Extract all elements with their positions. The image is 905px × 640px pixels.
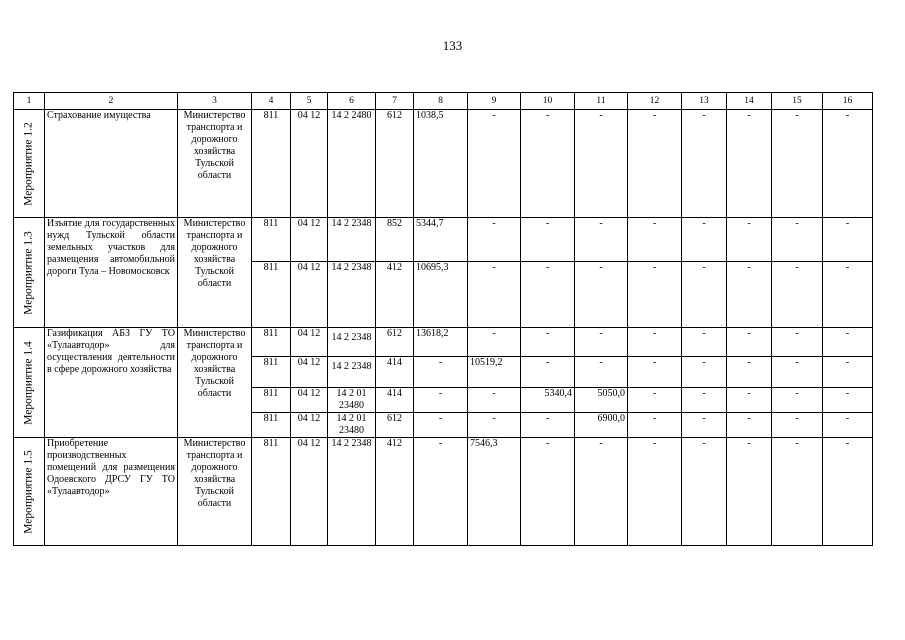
cell-col8: - [414,357,468,388]
cell-col10: 5340,4 [521,388,575,413]
cell-col9: - [468,218,521,262]
header-cell: 2 [45,93,178,110]
cell-col4: 811 [252,110,291,218]
table-row [14,438,873,546]
cell-col12: - [628,438,682,546]
cell-col14: - [727,328,772,357]
cell-col16: - [823,218,873,262]
cell-col14: - [727,218,772,262]
cell-col6: 14 2 01 23480 [328,413,376,438]
cell-col9: - [468,413,521,438]
ministry-cell: Министерство транспорта и дорожного хозяйства Тульской области [178,328,252,438]
cell-col4: 811 [252,328,291,357]
cell-col11: 6900,0 [575,413,628,438]
cell-col11: - [575,328,628,357]
cell-col10: - [521,262,575,328]
page-number: 133 [442,38,463,53]
cell-col12: - [628,413,682,438]
header-cell: 7 [376,93,414,110]
cell-col5: 04 12 [291,218,328,262]
event-label-cell [14,328,45,438]
cell-col13: - [682,357,727,388]
cell-col14: - [727,388,772,413]
cell-col6: 14 2 2348 [328,438,376,546]
table-row [14,218,873,262]
cell-col8: - [414,388,468,413]
cell-col15: - [772,357,823,388]
cell-col4: 811 [252,413,291,438]
cell-col16: - [823,262,873,328]
cell-col10: - [521,328,575,357]
header-cell: 15 [772,93,823,110]
cell-col11: - [575,357,628,388]
header-cell: 13 [682,93,727,110]
event-label-cell [14,218,45,328]
cell-col4: 811 [252,357,291,388]
cell-col7: 412 [376,262,414,328]
cell-col15: - [772,328,823,357]
event-name: Газификация АБЗ ГУ ТО «Тулаавтодор» для осуществления деятельности в сфере дорожного хозяйства [45,328,178,438]
event-label-cell [14,438,45,546]
header-cell: 16 [823,93,873,110]
cell-col10: - [521,413,575,438]
cell-col5: 04 12 [291,262,328,328]
cell-col9: - [468,388,521,413]
event-name: Изъятие для государственных нужд Тульской области земельных участков для размещения автомобильной дороги Тула – Новомосковск [45,218,178,328]
cell-col10: - [521,218,575,262]
event-label: Мероприятие 1.5 [22,449,35,534]
cell-col9: - [468,328,521,357]
cell-col13: - [682,388,727,413]
cell-col7: 612 [376,413,414,438]
cell-col15: - [772,438,823,546]
table-row [14,110,873,218]
cell-col8: 13618,2 [414,328,468,357]
cell-col15: - [772,388,823,413]
cell-col8: - [414,413,468,438]
cell-col4: 811 [252,438,291,546]
cell-col16: - [823,110,873,218]
header-cell: 12 [628,93,682,110]
cell-col7: 612 [376,328,414,357]
cell-col13: - [682,218,727,262]
cell-col6: 14 2 2348 [328,357,376,388]
cell-col12: - [628,388,682,413]
cell-col11: - [575,262,628,328]
cell-col7: 612 [376,110,414,218]
header-cell: 14 [727,93,772,110]
budget-table [13,92,873,546]
event-label: Мероприятие 1.3 [22,230,35,315]
cell-col4: 811 [252,262,291,328]
cell-col9: 10519,2 [468,357,521,388]
cell-col6: 14 2 2348 [328,262,376,328]
cell-col12: - [628,262,682,328]
header-cell: 8 [414,93,468,110]
cell-col15: - [772,218,823,262]
cell-col14: - [727,357,772,388]
event-label-cell [14,110,45,218]
event-label: Мероприятие 1.2 [22,121,35,206]
header-cell: 11 [575,93,628,110]
cell-col13: - [682,413,727,438]
cell-col5: 04 12 [291,413,328,438]
cell-col13: - [682,262,727,328]
cell-col13: - [682,328,727,357]
cell-col6: 14 2 2348 [328,328,376,357]
cell-col4: 811 [252,218,291,262]
cell-col6: 14 2 2348 [328,218,376,262]
cell-col8: 5344,7 [414,218,468,262]
cell-col12: - [628,110,682,218]
header-cell: 4 [252,93,291,110]
cell-col12: - [628,328,682,357]
event-label: Мероприятие 1.4 [22,340,35,425]
cell-col5: 04 12 [291,357,328,388]
header-cell: 6 [328,93,376,110]
cell-col14: - [727,110,772,218]
cell-col10: - [521,110,575,218]
cell-col10: - [521,438,575,546]
ministry-cell: Министерство транспорта и дорожного хозяйства Тульской области [178,438,252,546]
cell-col7: 414 [376,388,414,413]
cell-col5: 04 12 [291,110,328,218]
event-name: Страхование имущества [45,110,178,218]
cell-col5: 04 12 [291,328,328,357]
cell-col8: 10695,3 [414,262,468,328]
cell-col7: 852 [376,218,414,262]
cell-col10: - [521,357,575,388]
cell-col14: - [727,262,772,328]
cell-col16: - [823,328,873,357]
header-cell: 10 [521,93,575,110]
header-cell: 5 [291,93,328,110]
cell-col7: 414 [376,357,414,388]
header-cell: 3 [178,93,252,110]
cell-col16: - [823,388,873,413]
cell-col14: - [727,413,772,438]
cell-col11: - [575,110,628,218]
cell-col8: 1038,5 [414,110,468,218]
cell-col6: 14 2 2480 [328,110,376,218]
cell-col7: 412 [376,438,414,546]
cell-col4: 811 [252,388,291,413]
ministry-cell: Министерство транспорта и дорожного хозяйства Тульской области [178,218,252,328]
cell-col14: - [727,438,772,546]
cell-col11: - [575,218,628,262]
cell-col15: - [772,413,823,438]
cell-col15: - [772,110,823,218]
cell-col13: - [682,110,727,218]
cell-col9: - [468,262,521,328]
cell-col15: - [772,262,823,328]
cell-col8: - [414,438,468,546]
cell-col12: - [628,218,682,262]
table-row [14,328,873,357]
cell-col16: - [823,413,873,438]
cell-col6: 14 2 01 23480 [328,388,376,413]
cell-col12: - [628,357,682,388]
cell-col5: 04 12 [291,438,328,546]
cell-col16: - [823,438,873,546]
header-cell: 1 [14,93,45,110]
header-cell: 9 [468,93,521,110]
event-name: Приобретение производственных помещений для размещения Одоевского ДРСУ ГУ ТО «Тулаавтодор» [45,438,178,546]
header-row [14,93,873,110]
cell-col16: - [823,357,873,388]
cell-col11: 5050,0 [575,388,628,413]
cell-col11: - [575,438,628,546]
ministry-cell: Министерство транспорта и дорожного хозяйства Тульской области [178,110,252,218]
cell-col5: 04 12 [291,388,328,413]
cell-col9: - [468,110,521,218]
cell-col9: 7546,3 [468,438,521,546]
cell-col13: - [682,438,727,546]
